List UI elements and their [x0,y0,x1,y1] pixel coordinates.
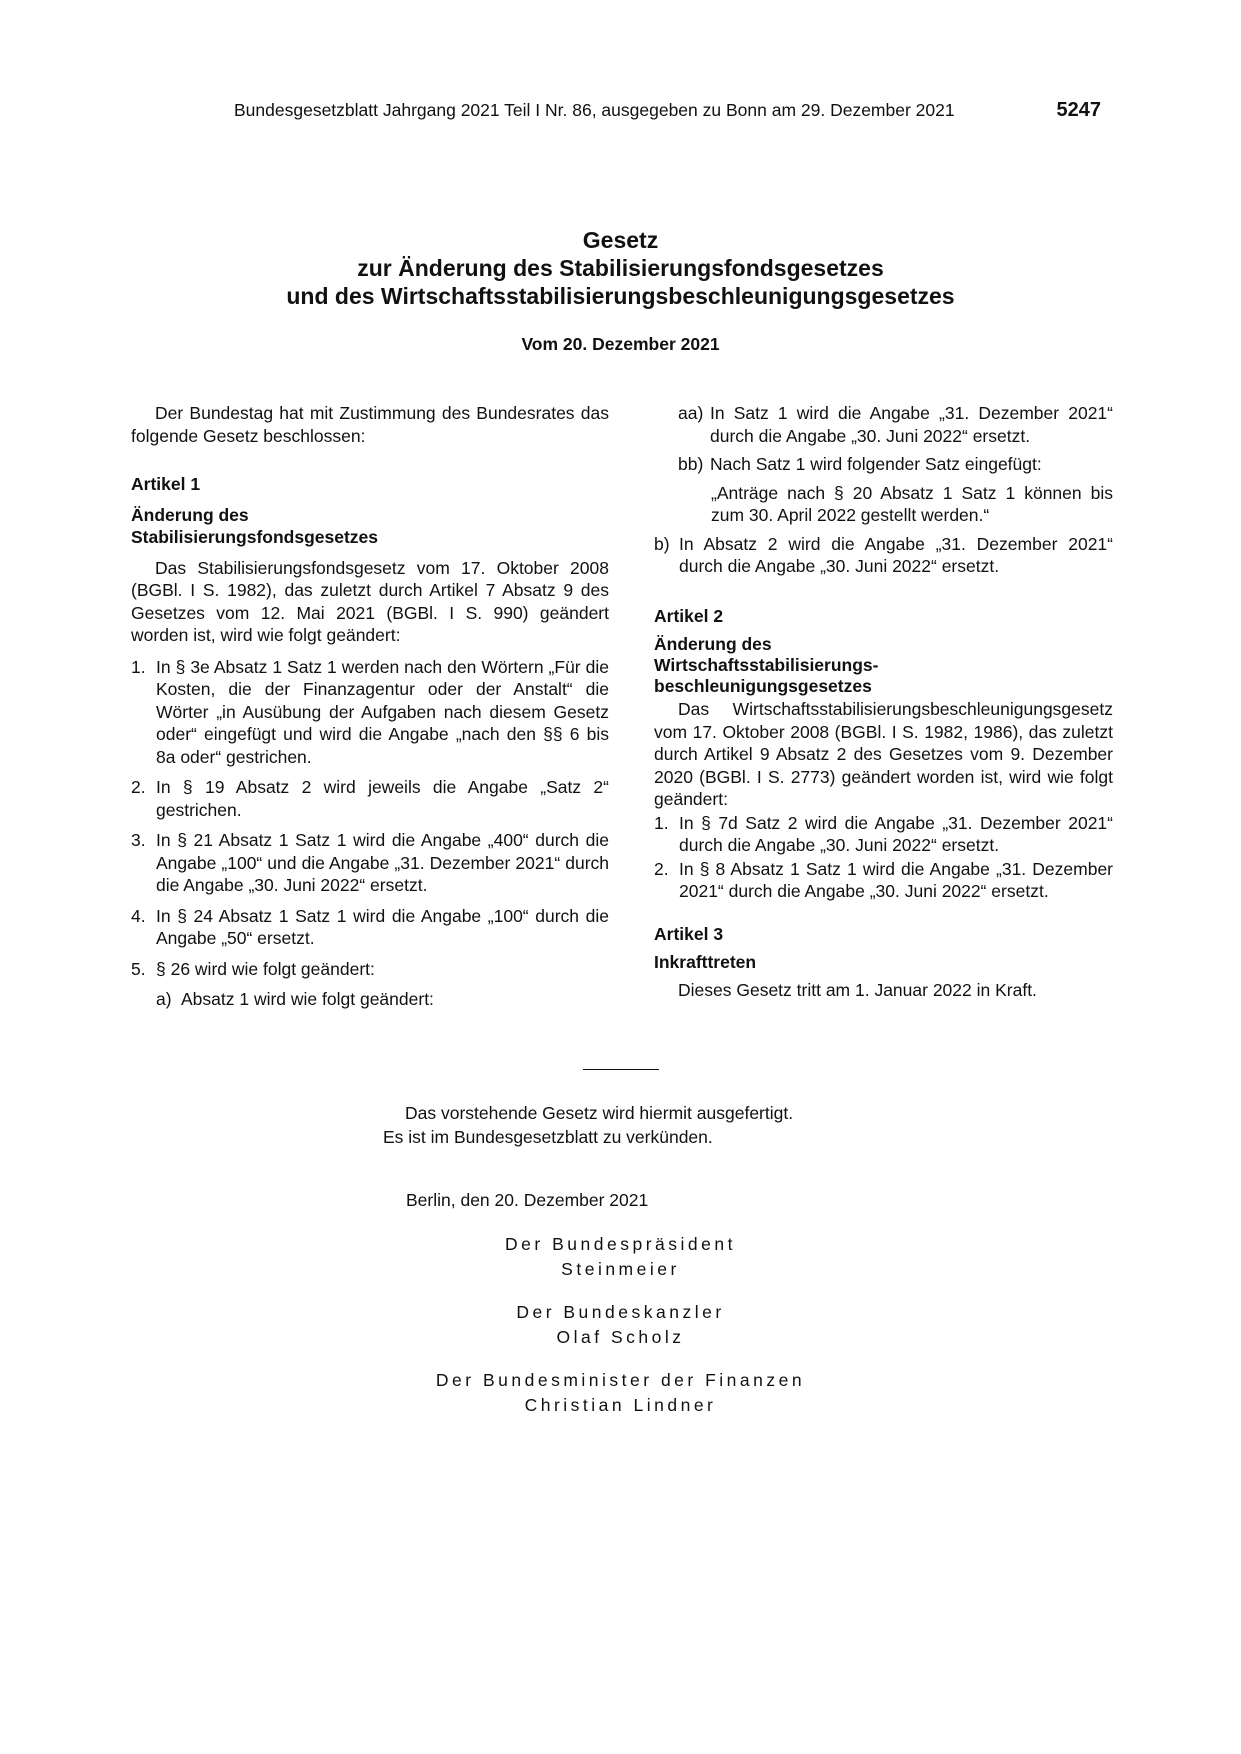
artikel-1-intro: Das Stabilisierungsfondsgesetz vom 17. Oktober 2008 (BGBl. I S. 1982), das zuletzt durch Artikel 7 Absatz 9 des Gesetzes vom 12. Mai 2021 (BGBl. I S. 990) geändert worden ist, wird wie folgt geändert: [131,557,609,645]
artikel-3-number: Artikel 3 [654,923,724,944]
law-title [0,226,1241,310]
right-column [654,402,1113,1001]
list-item-text: In § 19 Absatz 2 wird jeweils die Angabe „Satz 2“ gestrichen. [156,777,609,820]
signatory-name: Olaf Scholz [556,1327,685,1347]
sub-item-text: Nach Satz 1 wird folgender Satz eingefügt: [710,454,1042,474]
list-item-label: 4. [131,905,146,926]
artikel-3-heading: Inkrafttreten [654,952,757,972]
signatory-block [0,1232,1241,1282]
signatory-block [0,1368,1241,1418]
signatory-name: Christian Lindner [524,1395,717,1415]
sub-item-a [131,988,609,1011]
signatory-title: Der Bundeskanzler [516,1302,725,1322]
artikel-2-intro: Das Wirtschaftsstabilisierungsbeschleunigungsgesetz vom 17. Oktober 2008 (BGBl. I S. 1982, 1986), das zuletzt durch Artikel 9 Absatz 2 des Gesetzes vom 9. Dezember 2020 (BGBl. I S. 2773) geändert worden ist, wird wie folgt geändert: [654,699,1113,809]
place-date: Berlin, den 20. Dezember 2021 [406,1190,649,1210]
signatory-title: Der Bundesminister der Finanzen [435,1370,806,1390]
title-line-2: zur Änderung des Stabilisierungsfondsgesetzes [357,255,884,281]
list-item-label: 1. [654,812,669,833]
inserted-sentence: „Anträge nach § 20 Absatz 1 Satz 1 können bis zum 30. April 2022 gestellt werden.“ [711,482,1113,525]
list-item-label: 5. [131,958,146,979]
sub-item-label: aa) [678,403,704,423]
list-item-text: In § 24 Absatz 1 Satz 1 wird die Angabe „100“ durch die Angabe „50“ ersetzt. [156,905,609,948]
artikel-3-text: Dieses Gesetz tritt am 1. Januar 2022 in Kraft. [678,979,1037,1000]
artikel-2-heading-2: Wirtschaftsstabilisierungs- [654,654,879,675]
artikel-1-heading-1: Änderung des [131,504,249,525]
closing-line-2: Es ist im Bundesgesetzblatt zu verkünden. [383,1127,713,1147]
artikel-2-heading-3: beschleunigungsgesetzes [654,675,872,696]
signatory-block [0,1300,1241,1350]
list-item-text: In § 3e Absatz 1 Satz 1 werden nach den Wörtern „Für die Kosten, die der Finanzagentur oder der Anstalt“ die Wörter „in Ausübung der Aufgaben nach diesem Gesetz oder“ eingefügt und wird die Angabe „nach den §§ 6 bis 8a oder“ gestrichen. [156,656,609,767]
list-item-text: § 26 wird wie folgt geändert: [156,958,375,979]
sub-item-b [654,533,1113,578]
list-item [131,958,609,981]
list-item-text: In § 8 Absatz 1 Satz 1 wird die Angabe „31. Dezember 2021“ durch die Angabe „30. Juni 2022“ ersetzt. [679,858,1113,901]
sub-item-text: Absatz 1 wird wie folgt geändert: [181,989,434,1009]
signatory-title: Der Bundespräsident [505,1234,736,1254]
sub-item-label: b) [654,533,670,554]
list-item-label: 3. [131,830,146,850]
sub-item-aa [654,402,1113,447]
sub-item-bb [654,453,1113,476]
artikel-1-heading-2: Stabilisierungsfondsgesetzes [131,527,379,547]
sub-item-text: In Absatz 2 wird die Angabe „31. Dezember 2021“ durch die Angabe „30. Juni 2022“ ersetzt. [679,533,1113,576]
list-item [654,812,1113,857]
list-item-label: 1. [131,656,146,677]
list-item [131,776,609,821]
list-item-label: 2. [131,777,146,797]
closing-line-1: Das vorstehende Gesetz wird hiermit ausgefertigt. [405,1103,794,1123]
list-item-text: In § 7d Satz 2 wird die Angabe „31. Dezember 2021“ durch die Angabe „30. Juni 2022“ ersetzt. [679,812,1113,855]
list-item [131,905,609,950]
sub-item-label: bb) [678,454,704,474]
separator-line [583,1069,659,1070]
title-line-3: und des Wirtschaftsstabilisierungsbeschleunigungsgesetzes [286,283,955,309]
list-item-text: In § 21 Absatz 1 Satz 1 wird die Angabe „400“ durch die Angabe „100“ und die Angabe „31. Dezember 2021“ durch die Angabe „30. Juni 2022“ ersetzt. [156,830,609,895]
law-date: Vom 20. Dezember 2021 [521,334,720,354]
title-line-1: Gesetz [582,227,659,253]
page-number: 5247 [1056,99,1101,121]
left-column [131,402,609,1011]
preamble: Der Bundestag hat mit Zustimmung des Bundesrates das folgende Gesetz beschlossen: [131,403,609,446]
signatory-name: Steinmeier [561,1259,680,1279]
list-item [654,858,1113,903]
artikel-1-number: Artikel 1 [131,474,201,494]
sub-item-label: a) [156,989,172,1009]
sub-item-text: In Satz 1 wird die Angabe „31. Dezember 2021“ durch die Angabe „30. Juni 2022“ ersetzt. [710,403,1113,446]
list-item [131,829,609,897]
artikel-2-heading-1: Änderung des [654,634,772,654]
list-item [131,656,609,769]
list-item-label: 2. [654,858,669,879]
artikel-2-number: Artikel 2 [654,605,724,626]
running-head: Bundesgesetzblatt Jahrgang 2021 Teil I Nr. 86, ausgegeben zu Bonn am 29. Dezember 2021 [234,100,955,120]
